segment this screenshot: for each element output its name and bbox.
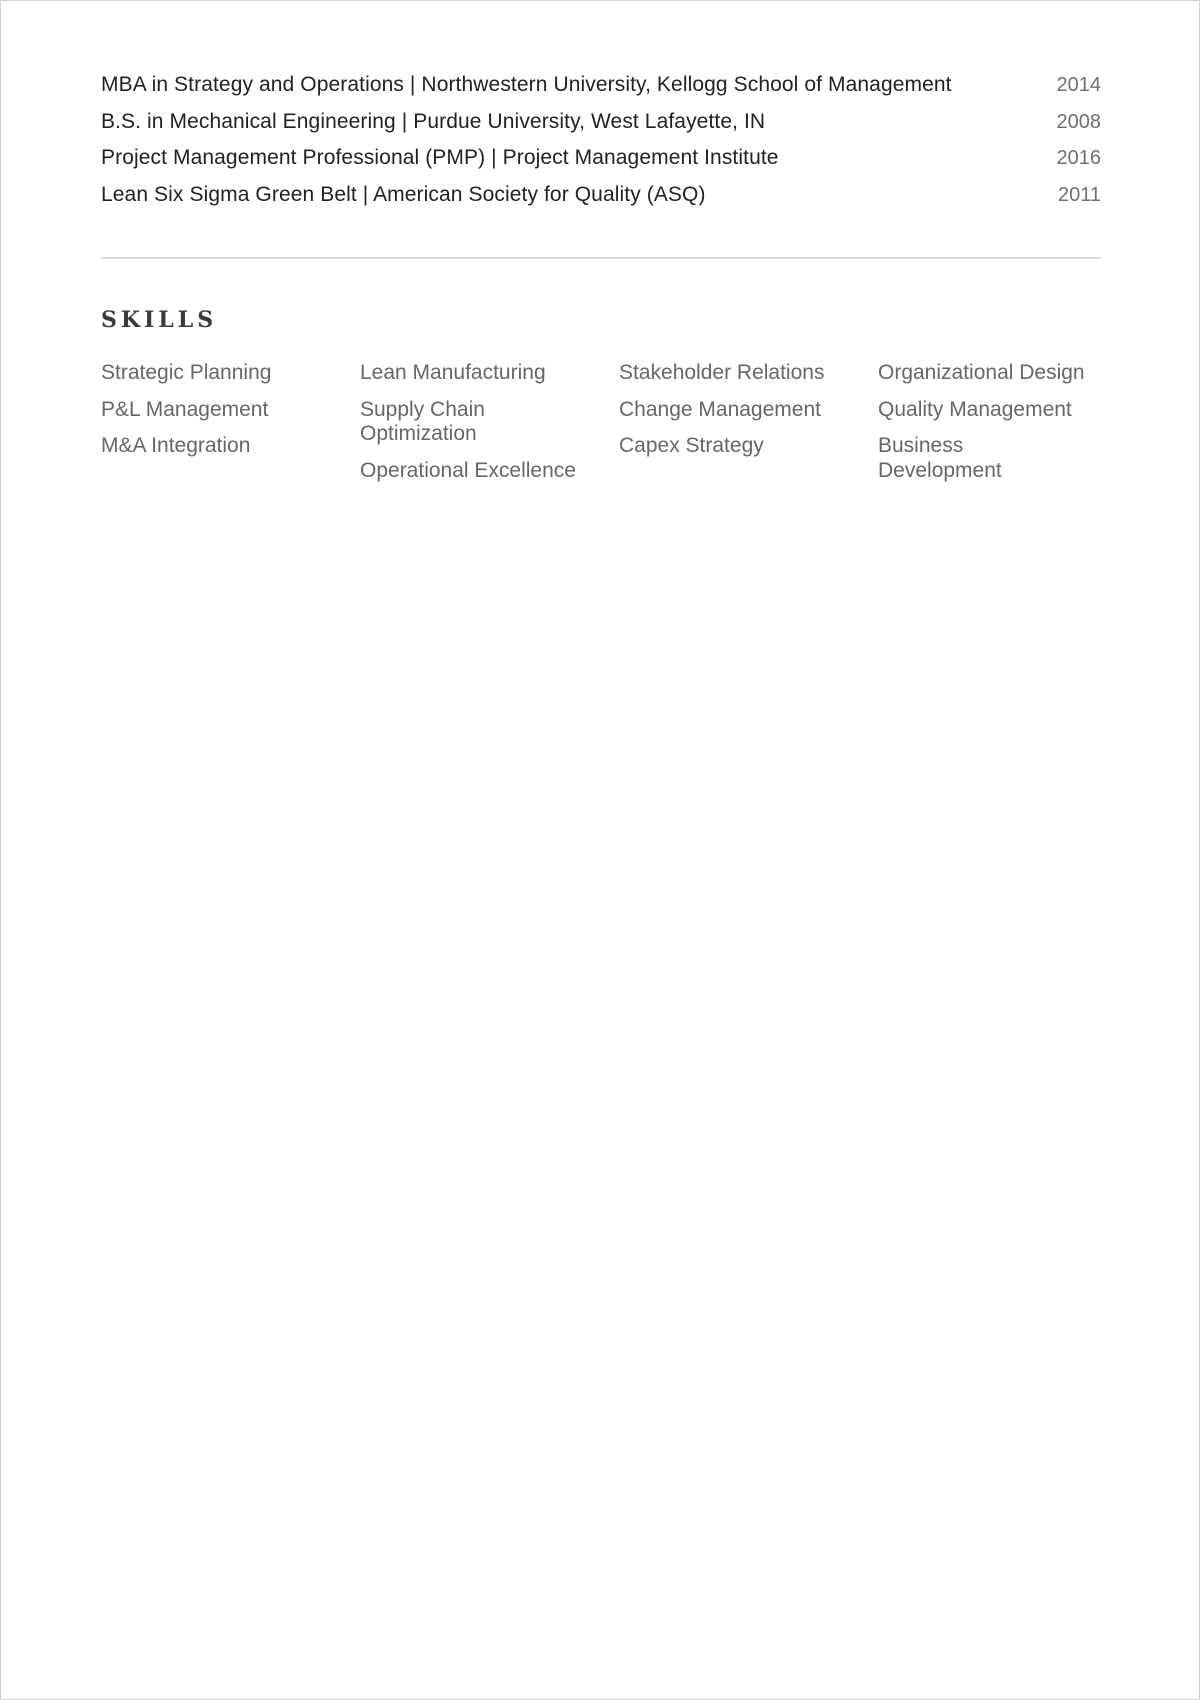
skills-column [878, 361, 1101, 495]
credential-year: 2011 [1057, 183, 1101, 206]
skills-column [360, 361, 619, 495]
skill-item: M&A Integration [101, 434, 251, 457]
skills-heading: SKILLS [101, 307, 218, 333]
skill-item: Quality Management [878, 397, 1072, 421]
skill-item: Supply Chain Optimization [360, 397, 485, 445]
credential-row [101, 110, 1101, 147]
credential-title: Project Management Professional (PMP) | Project Management Institute [101, 146, 779, 169]
skill-item: Organizational Design [878, 361, 1085, 384]
skill-item: Lean Manufacturing [360, 361, 546, 384]
section-divider [101, 257, 1101, 259]
credential-year: 2008 [1056, 110, 1101, 133]
skill-item: Strategic Planning [101, 361, 272, 384]
skills-column [619, 361, 878, 495]
credential-year: 2016 [1056, 147, 1101, 169]
skill-item: Business Development [878, 434, 1002, 482]
skill-item: Operational Excellence [360, 458, 576, 482]
credential-title: Lean Six Sigma Green Belt | American Society for Quality (ASQ) [101, 182, 706, 206]
credential-title: B.S. in Mechanical Engineering | Purdue University, West Lafayette, IN [101, 109, 766, 133]
skills-grid [101, 361, 1101, 495]
skill-item: Capex Strategy [619, 434, 764, 457]
skills-column [101, 361, 360, 495]
education-certifications-list [101, 73, 1101, 219]
skill-item: Stakeholder Relations [619, 361, 825, 384]
credential-title: MBA in Strategy and Operations | Northwestern University, Kellogg School of Management [101, 73, 952, 96]
skill-item: P&L Management [101, 397, 269, 421]
credential-row [101, 73, 1101, 110]
credential-year: 2014 [1056, 74, 1101, 96]
skill-item: Change Management [619, 397, 821, 421]
credential-row [101, 183, 1101, 220]
credential-row [101, 146, 1101, 183]
resume-content [101, 73, 1101, 495]
